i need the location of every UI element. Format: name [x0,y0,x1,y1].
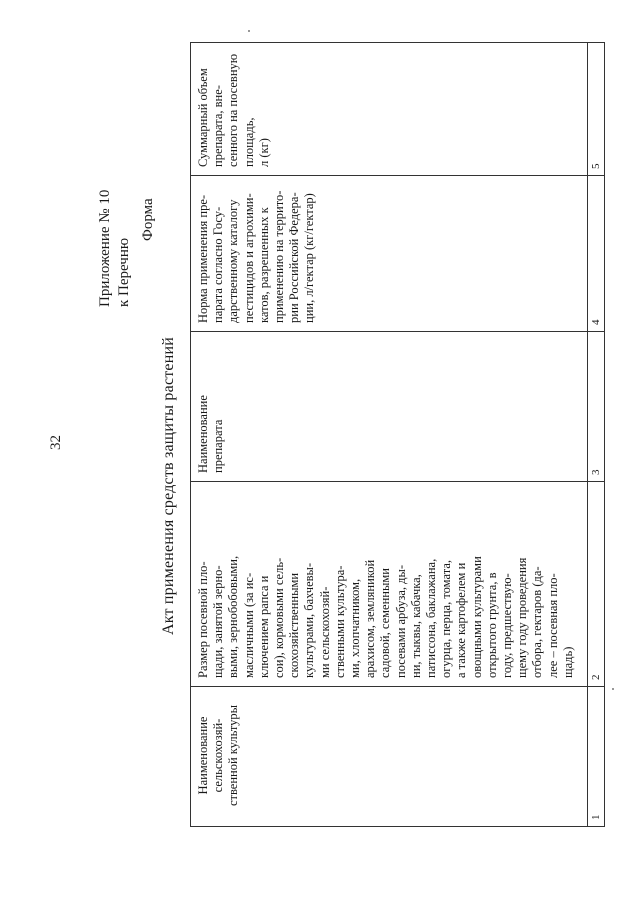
table-column-preparation-name [191,331,604,481]
scan-speck [248,30,250,32]
column-number-row [587,43,604,175]
column-number: 2 [590,674,602,680]
column-number: 5 [590,163,602,169]
column-header-application-rate: Норма применения пре- парата согласно Госу- дарственному каталогу пестицидов и агрохими- катов, разрешенных к применению на террито- рии Российской Федера- ции, л/гектар (кг/гектар) [196,190,317,323]
appendix-line-1: Приложение № 10 [97,189,113,307]
act-table [190,42,605,827]
column-number: 1 [590,814,602,820]
page-number: 32 [48,435,64,450]
column-number: 3 [590,469,602,475]
column-header-crop-name: Наименование сельскохозяй- ственной культуры [196,704,241,807]
column-number-row [587,176,604,331]
column-number-row [587,687,604,826]
form-label: Форма [140,198,156,241]
table-column-application-rate [191,175,604,331]
table-column-crop-name [191,686,604,826]
appendix-line-2: к Перечню [116,237,132,307]
scan-speck [612,688,614,690]
table-column-sown-area [191,481,604,686]
table-column-total-volume [191,43,604,175]
document-title: Акт применения средств защиты растений [160,336,177,635]
appendix-reference [96,190,134,307]
column-header-preparation-name: Наименование препарата [196,395,226,473]
column-number-row [587,482,604,686]
column-number-row [587,332,604,481]
column-header-sown-area: Размер посевной пло- щади, занятой зерно- выми, зернобобовыми, масличными (за ис- ключением рапса и сои), кормовыми сель- скохозяйственными культурами, бахчевы- ми сельскохозяй- ственными культура- ми, хлопчатником, арахисом, земляникой садовой, семенными посевами арбуза, ды- ни, тыквы, кабачка, патиссона, баклажана, огурца, перца, томата, а также картофелем и овощными культурами открытого грунта, в году, предшествую- щему году проведения отбора, гектаров (да- лее – посевная пло- щадь) [196,555,575,678]
column-header-total-volume: Суммарный объем препарата, вне- сенного на посевную площадь, л (кг) [196,53,271,167]
column-number: 4 [590,319,602,325]
